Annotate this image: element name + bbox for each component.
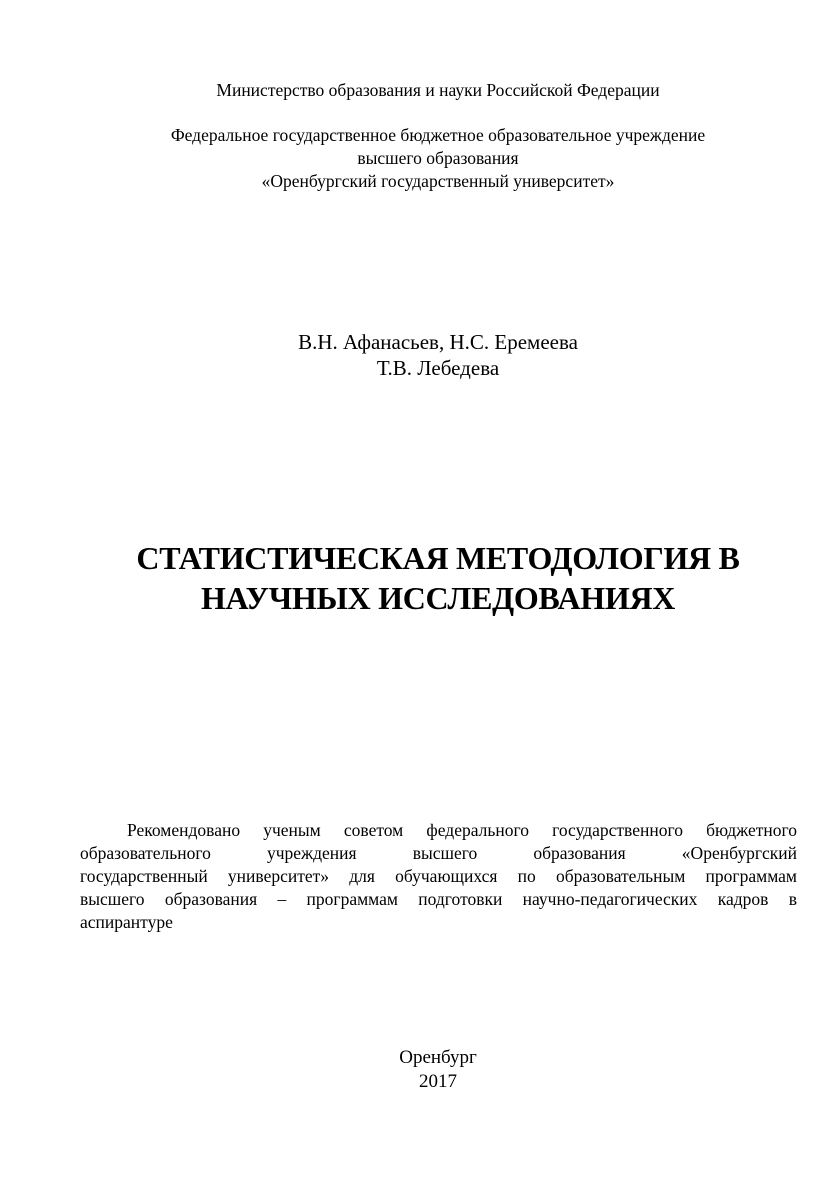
authors-line: Т.В. Лебедева <box>376 356 500 380</box>
authors-block <box>20 329 836 381</box>
institution-line: высшего образования <box>357 148 519 168</box>
recommendation-line: образовательного учреждения высшего образования «Оренбургский <box>80 843 797 863</box>
recommendation-line: Рекомендовано ученым советом федерального государственного бюджетного <box>127 820 797 840</box>
title-line: НАУЧНЫХ ИССЛЕДОВАНИЯХ <box>200 580 676 616</box>
recommendation-line: государственный университет» для обучающихся по образовательным программам <box>80 866 797 886</box>
institution-block <box>20 124 836 193</box>
year: 2017 <box>419 1071 457 1092</box>
institution-line: «Оренбургский государственный университет» <box>261 171 615 191</box>
imprint-block <box>20 1046 836 1094</box>
ministry-name: Министерство образования и науки Российской Федерации <box>216 80 660 100</box>
recommendation-paragraph <box>80 819 797 934</box>
title-line: СТАТИСТИЧЕСКАЯ МЕТОДОЛОГИЯ В <box>136 540 740 576</box>
book-title <box>20 538 836 618</box>
recommendation-line: аспирантуре <box>80 912 173 932</box>
city: Оренбург <box>399 1047 477 1068</box>
authors-line: В.Н. Афанасьев, Н.С. Еремеева <box>298 330 578 354</box>
institution-line: Федеральное государственное бюджетное образовательное учреждение <box>170 125 706 145</box>
recommendation-line: высшего образования – программам подготовки научно-педагогических кадров в <box>80 889 797 909</box>
